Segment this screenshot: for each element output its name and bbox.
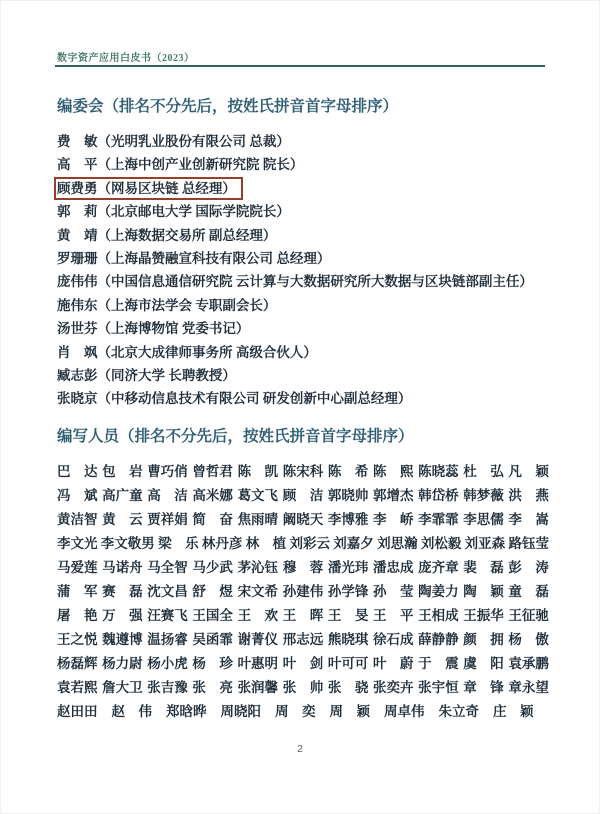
writers-row <box>57 628 549 652</box>
person-name: 刘彩云 <box>289 536 330 551</box>
person-name: 葛文飞 <box>237 488 279 503</box>
highlight-box: 顾费勇（网易区块链 总经理） <box>54 177 243 200</box>
document-header-title: 数字资产应用白皮书（2023） <box>57 53 195 64</box>
person-name: 袁若熙 <box>57 680 98 695</box>
committee-member: 臧志彭（同济大学 长聘教授） <box>57 367 236 383</box>
person-name: 周卓伟 <box>384 704 425 719</box>
writers-row <box>57 580 549 604</box>
person-name: 庞齐章 <box>418 560 459 575</box>
person-name: 王 平 <box>372 608 414 623</box>
person-name: 李 峤 <box>372 512 414 527</box>
person-name: 路钰莹 <box>508 536 549 551</box>
person-name: 刘松毅 <box>420 536 462 551</box>
person-name: 郭增杰 <box>372 488 414 503</box>
person-name: 王相成 <box>418 608 459 623</box>
committee-member: 费 敏（光明乳业股份有限公司 总裁） <box>57 134 290 149</box>
person-name: 汪赛飞 <box>147 608 188 623</box>
person-name: 章永望 <box>508 680 549 695</box>
person-name: 杨磊辉 <box>57 656 98 671</box>
person-name: 林丹彦 <box>201 536 243 551</box>
person-name: 舒 煜 <box>192 584 233 599</box>
person-name: 黄 云 <box>102 512 143 527</box>
committee-member: 黄 靖（上海数据交易所 副总经理） <box>57 227 277 243</box>
person-name: 王国全 <box>192 608 233 623</box>
person-name: 李文光 <box>57 536 98 551</box>
person-name: 潘光玮 <box>327 560 369 575</box>
person-name: 郑晗晔 <box>166 704 207 719</box>
person-name: 沈文昌 <box>147 584 188 599</box>
person-name: 包 岩 <box>102 464 143 479</box>
person-name: 孙学锋 <box>327 584 369 599</box>
person-name: 温扬睿 <box>147 632 188 647</box>
person-name: 马诺舟 <box>102 560 143 575</box>
person-name: 穆 蓉 <box>282 560 324 575</box>
person-name: 杨小虎 <box>147 656 188 671</box>
person-name: 林 植 <box>245 536 287 551</box>
committee-member: 汤世芬（上海博物馆 党委书记） <box>57 321 250 337</box>
person-name: 赵 伟 <box>111 704 152 719</box>
person-name: 陶姜力 <box>418 584 459 599</box>
page-number: 2 <box>297 744 303 755</box>
person-name: 周晓阳 <box>220 704 261 719</box>
person-name: 李思儒 <box>463 512 504 527</box>
committee-member: 庞伟伟（中国信息通信研究院 云计算与大数据研究所大数据与区块链部副主任） <box>57 274 533 290</box>
person-name: 叶惠明 <box>237 656 279 671</box>
person-name: 陈宋科 <box>282 464 324 479</box>
person-name: 陈晓蕊 <box>418 464 459 479</box>
person-name: 陈 凯 <box>237 464 279 479</box>
person-name: 吴函霏 <box>192 632 233 647</box>
person-name: 曾哲君 <box>192 464 233 479</box>
person-name: 童 磊 <box>508 584 549 599</box>
person-name: 刘亚森 <box>464 536 506 551</box>
person-name: 张 帅 <box>282 680 324 695</box>
person-name: 朱立奇 <box>438 704 479 719</box>
person-name: 杜 弘 <box>463 464 504 479</box>
committee-member: 罗珊珊（上海晶赞融宣科技有限公司 总经理） <box>57 250 331 266</box>
person-name: 王 欢 <box>237 608 279 623</box>
person-name: 陈 熙 <box>372 464 414 479</box>
committee-member: 肖 飒（北京大成律师事务所 高级合伙人） <box>57 344 317 360</box>
person-name: 叶可可 <box>327 656 369 671</box>
person-name: 蒲 军 <box>57 584 98 599</box>
writers-section <box>57 424 549 724</box>
person-name: 熊晓琪 <box>327 632 369 647</box>
person-name: 李博雅 <box>327 512 369 527</box>
writers-row <box>57 508 549 532</box>
person-name: 徐石成 <box>372 632 414 647</box>
person-name: 阚晓天 <box>282 512 324 527</box>
person-name: 茅沁钰 <box>237 560 279 575</box>
writers-row <box>57 460 549 484</box>
person-name: 马全智 <box>147 560 188 575</box>
person-name: 顾 洁 <box>282 488 324 503</box>
writers-row <box>57 652 549 676</box>
committee-member: 郭 莉（北京邮电大学 国际学院院长） <box>57 204 290 220</box>
person-name: 章 锋 <box>463 680 504 695</box>
header-divider-line <box>55 65 545 67</box>
person-name: 赛 磊 <box>102 584 143 599</box>
person-name: 梁 乐 <box>158 536 199 551</box>
person-name: 杨 傲 <box>508 632 549 647</box>
person-name: 黄洁智 <box>57 512 98 527</box>
person-name: 高 洁 <box>147 488 188 503</box>
writers-row <box>57 556 549 580</box>
person-name: 袁承鹏 <box>508 656 549 671</box>
person-name: 周 颖 <box>329 704 370 719</box>
person-name: 巴 达 <box>57 464 98 479</box>
writers-row <box>57 604 549 628</box>
person-name: 魏遵博 <box>102 632 143 647</box>
person-name: 贾祥娟 <box>147 512 188 527</box>
writers-row <box>57 484 549 508</box>
writers-row <box>57 676 549 700</box>
committee-section-title: 编委会（排名不分先后，按姓氏拼音首字母排序） <box>57 98 399 115</box>
person-name: 冯 斌 <box>57 488 98 503</box>
writers-name-grid <box>57 460 549 724</box>
person-name: 杨力尉 <box>102 656 143 671</box>
person-name: 彭 涛 <box>508 560 549 575</box>
person-name: 孙建伟 <box>282 584 324 599</box>
person-name: 凡 颖 <box>508 464 549 479</box>
person-name: 万 强 <box>102 608 143 623</box>
person-name: 裴 磊 <box>463 560 504 575</box>
person-name: 张吉豫 <box>147 680 188 695</box>
committee-member-highlighted <box>57 177 549 200</box>
person-name: 李文敬男 <box>100 536 155 551</box>
person-name: 李 嵩 <box>508 512 549 527</box>
person-name: 薛静静 <box>418 632 459 647</box>
person-name: 张 骁 <box>327 680 369 695</box>
person-name: 韩岱桥 <box>418 488 459 503</box>
writers-row <box>57 700 549 724</box>
person-name: 陶 颖 <box>463 584 504 599</box>
person-name: 马少武 <box>192 560 233 575</box>
person-name: 杨 珍 <box>192 656 233 671</box>
person-name: 曹巧俏 <box>147 464 188 479</box>
person-name: 谢菁仪 <box>237 632 279 647</box>
committee-member: 高 平（上海中创产业创新研究院 院长） <box>57 157 304 173</box>
person-name: 陈 希 <box>327 464 369 479</box>
committee-section <box>57 94 549 411</box>
person-name: 郭晓帅 <box>327 488 369 503</box>
person-name: 虞 阳 <box>463 656 504 671</box>
person-name: 叶 剑 <box>282 656 324 671</box>
person-name: 颜 拥 <box>463 632 504 647</box>
person-name: 赵田田 <box>57 704 98 719</box>
writers-section-title: 编写人员（排名不分先后，按姓氏拼音首字母排序） <box>57 428 414 445</box>
person-name: 叶 蔚 <box>372 656 414 671</box>
person-name: 李霏霏 <box>418 512 459 527</box>
person-name: 于 震 <box>418 656 459 671</box>
person-name: 王 旻 <box>327 608 369 623</box>
person-name: 韩梦薇 <box>463 488 504 503</box>
person-name: 刘嘉夕 <box>333 536 374 551</box>
person-name: 詹大卫 <box>102 680 143 695</box>
person-name: 王征驰 <box>508 608 549 623</box>
writers-row <box>57 532 549 556</box>
person-name: 邢志远 <box>282 632 324 647</box>
person-name: 高广童 <box>102 488 143 503</box>
person-name: 张宇恒 <box>418 680 459 695</box>
person-name: 张润馨 <box>237 680 279 695</box>
person-name: 屠 艳 <box>57 608 98 623</box>
person-name: 王之悦 <box>57 632 98 647</box>
person-name: 周 奕 <box>275 704 316 719</box>
committee-member: 张晓京（中移动信息技术有限公司 研发创新中心副总经理） <box>57 391 412 407</box>
person-name: 简 奋 <box>192 512 233 527</box>
person-name: 王 晖 <box>282 608 324 623</box>
person-name: 庄 颖 <box>493 704 534 719</box>
person-name: 刘思瀚 <box>377 536 418 551</box>
person-name: 洪 燕 <box>508 488 549 503</box>
person-name: 焦雨晴 <box>237 512 279 527</box>
person-name: 张 亮 <box>192 680 233 695</box>
committee-member: 施伟东（上海市法学会 专职副会长） <box>57 297 277 313</box>
person-name: 宋文希 <box>237 584 279 599</box>
person-name: 马爱莲 <box>57 560 98 575</box>
person-name: 高米娜 <box>192 488 233 503</box>
person-name: 潘忠成 <box>372 560 414 575</box>
person-name: 孙 莹 <box>372 584 414 599</box>
person-name: 王振华 <box>463 608 504 623</box>
person-name: 张奕卉 <box>372 680 414 695</box>
